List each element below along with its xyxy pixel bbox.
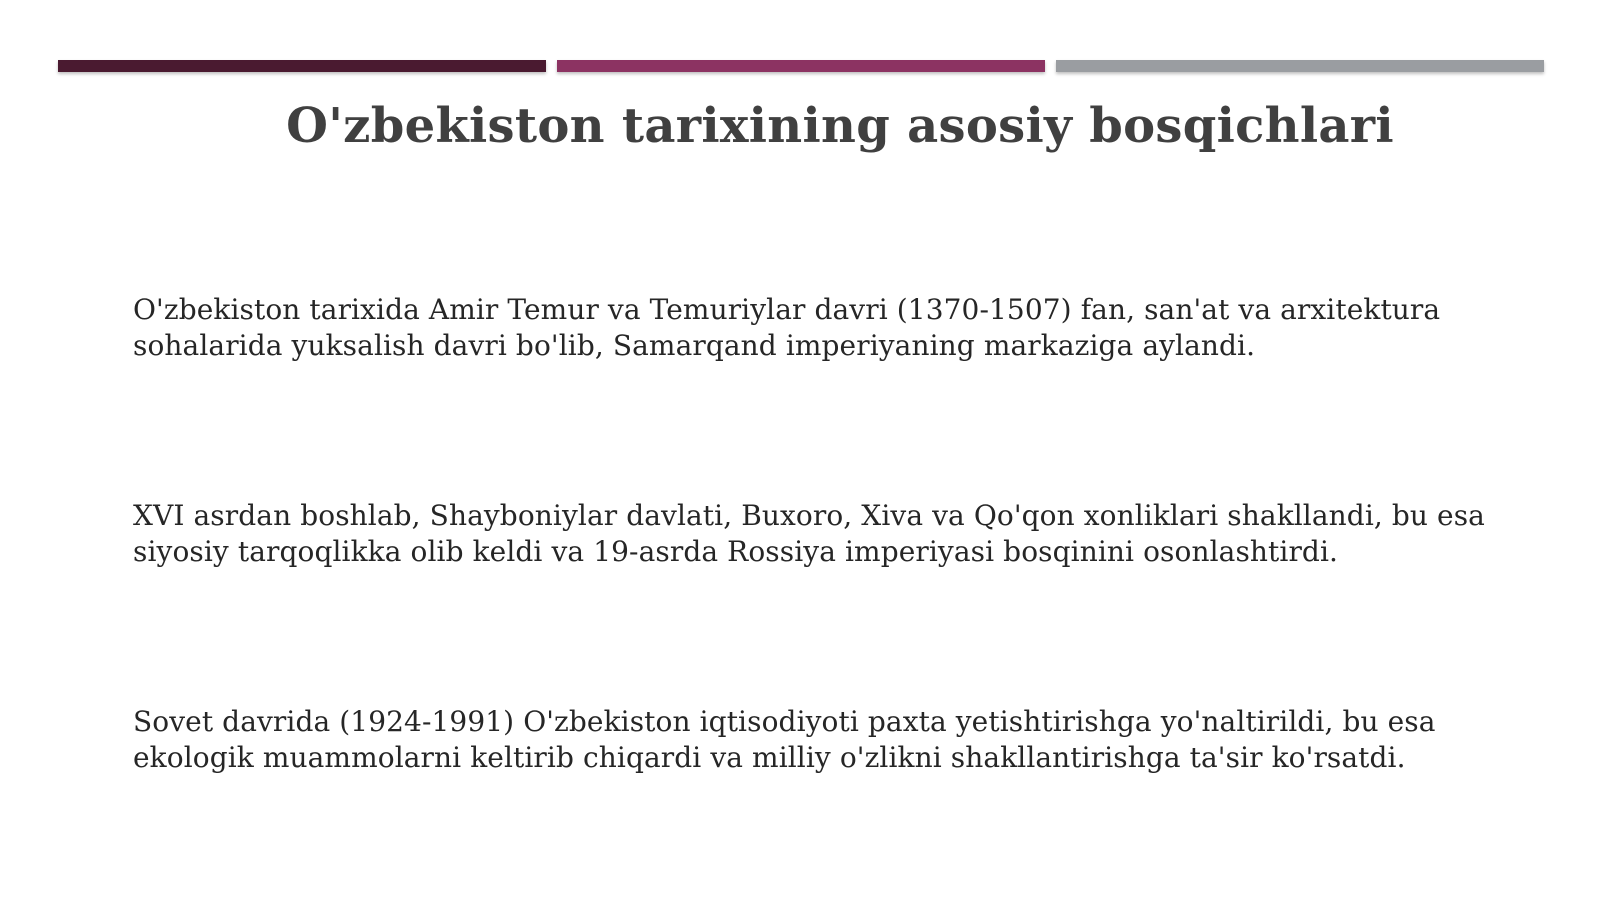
paragraph-temurid-era: O'zbekiston tarixida Amir Temur va Temuriylar davri (1370-1507) fan, san'at va arxitektura sohalarida yuksalish davri bo'lib, Samarqand imperiyaning markaziga aylandi. <box>133 293 1441 362</box>
accent-bar-magenta <box>557 60 1045 72</box>
paragraph-soviet-era: Sovet davrida (1924-1991) O'zbekiston iqtisodiyoti paxta yetishtirishga yo'naltirildi, bu esa ekologik muammolarni keltirib chiqardi va milliy o'zlikni shakllantirishga ta'sir ko'rsatdi. <box>133 705 1436 774</box>
accent-bar-gray <box>1056 60 1544 72</box>
paragraph-khanates-era: XVI asrdan boshlab, Shayboniylar davlati, Buxoro, Xiva va Qo'qon xonliklari shakllandi, bu esa siyosiy tarqoqlikka olib keldi va 19-asrda Rossiya imperiyasi bosqinini osonlashtirdi. <box>133 499 1485 568</box>
accent-bar-dark <box>58 60 546 72</box>
slide-title: O'zbekiston tarixining asosiy bosqichlari <box>286 98 1394 154</box>
